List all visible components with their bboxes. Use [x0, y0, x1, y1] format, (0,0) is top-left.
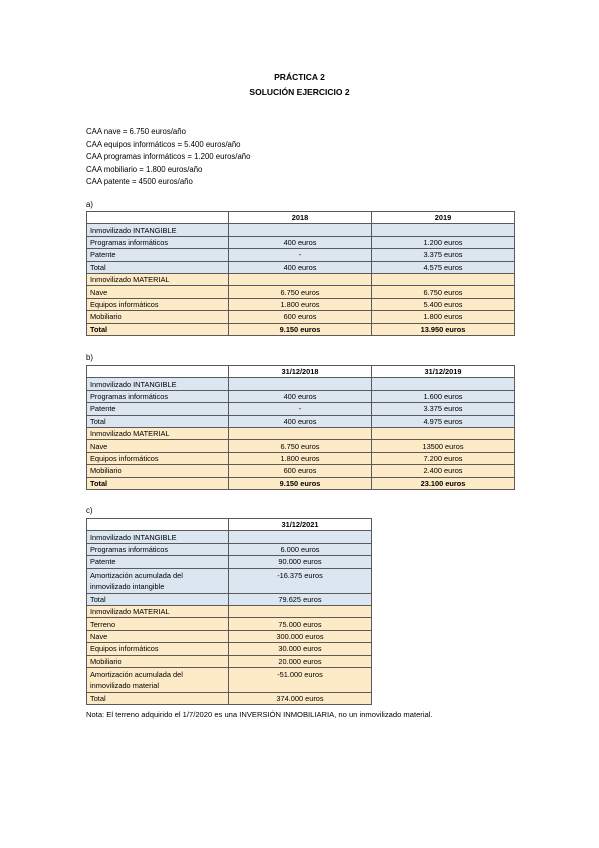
- row-label: Terreno: [87, 618, 229, 630]
- table-row: [87, 403, 515, 415]
- cell: 1.800 euros: [372, 311, 515, 323]
- cell: 400 euros: [229, 236, 372, 248]
- cell: 1.200 euros: [372, 236, 515, 248]
- cell: [372, 378, 515, 390]
- row-label: Total: [87, 415, 229, 427]
- header-cell: [87, 366, 229, 378]
- caa-line: CAA mobiliario = 1.800 euros/año: [86, 164, 203, 174]
- cell: 6.000 euros: [229, 543, 372, 555]
- row-label: Inmovilizado INTANGIBLE: [87, 531, 229, 543]
- table-row: [87, 618, 372, 630]
- section-b-label: b): [86, 353, 93, 362]
- cell: 30.000 euros: [229, 643, 372, 655]
- row-label: Mobiliario: [87, 311, 229, 323]
- table-row: [87, 390, 515, 402]
- row-label: Patente: [87, 403, 229, 415]
- row-label: Nave: [87, 286, 229, 298]
- caa-line: CAA nave = 6.750 euros/año: [86, 127, 186, 136]
- table-row: [87, 224, 515, 236]
- footnote: Nota: El terreno adquirido el 1/7/2020 es una INVERSIÓN INMOBILIARIA, no un inmovilizado material.: [86, 710, 433, 719]
- table-row: [87, 593, 372, 605]
- caa-line: CAA patente = 4500 euros/año: [86, 177, 193, 187]
- row-label: Nave: [87, 630, 229, 642]
- caa-line: CAA programas informáticos = 1.200 euros/año: [86, 152, 251, 162]
- table-row: [87, 556, 372, 568]
- cell: 4.575 euros: [372, 261, 515, 273]
- cell: 6.750 euros: [372, 286, 515, 298]
- table-row: [87, 630, 372, 642]
- cell: 9.150 euros: [229, 477, 372, 489]
- table-header-row: [87, 519, 372, 531]
- table-row: [87, 692, 372, 704]
- row-label: Inmovilizado INTANGIBLE: [87, 224, 229, 236]
- table-row: [87, 273, 515, 285]
- cell: [372, 224, 515, 236]
- row-label: Patente: [87, 249, 229, 261]
- caa-line: CAA equipos informáticos = 5.400 euros/año: [86, 139, 241, 149]
- table-row: [87, 543, 372, 555]
- cell: 400 euros: [229, 415, 372, 427]
- row-label: Amortización acumulada del inmovilizado intangible: [87, 568, 229, 593]
- cell: 300.000 euros: [229, 630, 372, 642]
- table-header-row: [87, 366, 515, 378]
- header-cell: [87, 212, 229, 224]
- cell: 6.750 euros: [229, 286, 372, 298]
- header-cell: 31/12/2019: [372, 366, 515, 378]
- section-a-label: a): [86, 200, 93, 209]
- row-label: Programas informáticos: [87, 236, 229, 248]
- row-label: Total: [87, 323, 229, 335]
- table-header-row: [87, 212, 515, 224]
- table-a: [86, 211, 515, 336]
- row-label: Inmovilizado INTANGIBLE: [87, 378, 229, 390]
- cell: 1.800 euros: [229, 298, 372, 310]
- header-cell: 2019: [372, 212, 515, 224]
- caa-list: [86, 126, 250, 189]
- table-row: [87, 667, 372, 692]
- cell: 600 euros: [229, 311, 372, 323]
- document-subtitle: SOLUCIÓN EJERCICIO 2: [249, 87, 350, 97]
- table-c: [86, 518, 372, 705]
- row-label: Inmovilizado MATERIAL: [87, 605, 229, 617]
- cell: [372, 273, 515, 285]
- cell: [229, 224, 372, 236]
- table-row: [87, 568, 372, 593]
- document-title: PRÁCTICA 2: [274, 72, 325, 82]
- header-cell: 31/12/2018: [229, 366, 372, 378]
- table-row: [87, 440, 515, 452]
- table-row: [87, 298, 515, 310]
- cell: 7.200 euros: [372, 452, 515, 464]
- cell: [229, 531, 372, 543]
- cell: -51.000 euros: [229, 667, 372, 692]
- table-row: [87, 378, 515, 390]
- row-label: Total: [87, 593, 229, 605]
- cell: 3.375 euros: [372, 249, 515, 261]
- row-label: Amortización acumulada del inmovilizado material: [87, 667, 229, 692]
- table-row: [87, 261, 515, 273]
- table-row: [87, 477, 515, 489]
- row-label: Total: [87, 261, 229, 273]
- row-label: Programas informáticos: [87, 390, 229, 402]
- table-b: [86, 365, 515, 490]
- table-row: [87, 236, 515, 248]
- table-row: [87, 249, 515, 261]
- header-cell: 2018: [229, 212, 372, 224]
- cell: [229, 427, 372, 439]
- cell: -: [229, 403, 372, 415]
- cell: 400 euros: [229, 390, 372, 402]
- cell: 400 euros: [229, 261, 372, 273]
- table-row: [87, 643, 372, 655]
- table-row: [87, 452, 515, 464]
- cell: 374.000 euros: [229, 692, 372, 704]
- row-label: Equipos informáticos: [87, 452, 229, 464]
- row-label: Total: [87, 477, 229, 489]
- row-label: Inmovilizado MATERIAL: [87, 273, 229, 285]
- table-row: [87, 427, 515, 439]
- table-row: [87, 311, 515, 323]
- cell: 13500 euros: [372, 440, 515, 452]
- table-row: [87, 531, 372, 543]
- cell: -: [229, 249, 372, 261]
- header-cell: [87, 519, 229, 531]
- cell: 1.800 euros: [229, 452, 372, 464]
- cell: 20.000 euros: [229, 655, 372, 667]
- cell: [229, 378, 372, 390]
- cell: 9.150 euros: [229, 323, 372, 335]
- cell: 1.600 euros: [372, 390, 515, 402]
- row-label: Equipos informáticos: [87, 643, 229, 655]
- cell: [229, 605, 372, 617]
- table-row: [87, 323, 515, 335]
- cell: 23.100 euros: [372, 477, 515, 489]
- row-label: Inmovilizado MATERIAL: [87, 427, 229, 439]
- table-row: [87, 415, 515, 427]
- cell: 75.000 euros: [229, 618, 372, 630]
- cell: 3.375 euros: [372, 403, 515, 415]
- row-label: Total: [87, 692, 229, 704]
- row-label: Equipos informáticos: [87, 298, 229, 310]
- cell: -16.375 euros: [229, 568, 372, 593]
- header-cell: 31/12/2021: [229, 519, 372, 531]
- cell: 4.975 euros: [372, 415, 515, 427]
- cell: 6.750 euros: [229, 440, 372, 452]
- cell: 2.400 euros: [372, 465, 515, 477]
- cell: 90.000 euros: [229, 556, 372, 568]
- table-row: [87, 605, 372, 617]
- row-label: Patente: [87, 556, 229, 568]
- table-row: [87, 286, 515, 298]
- row-label: Mobiliario: [87, 465, 229, 477]
- cell: [229, 273, 372, 285]
- row-label: Programas informáticos: [87, 543, 229, 555]
- row-label: Mobiliario: [87, 655, 229, 667]
- cell: 13.950 euros: [372, 323, 515, 335]
- section-c-label: c): [86, 506, 93, 515]
- table-row: [87, 465, 515, 477]
- cell: [372, 427, 515, 439]
- table-row: [87, 655, 372, 667]
- cell: 79.625 euros: [229, 593, 372, 605]
- cell: 600 euros: [229, 465, 372, 477]
- cell: 5.400 euros: [372, 298, 515, 310]
- row-label: Nave: [87, 440, 229, 452]
